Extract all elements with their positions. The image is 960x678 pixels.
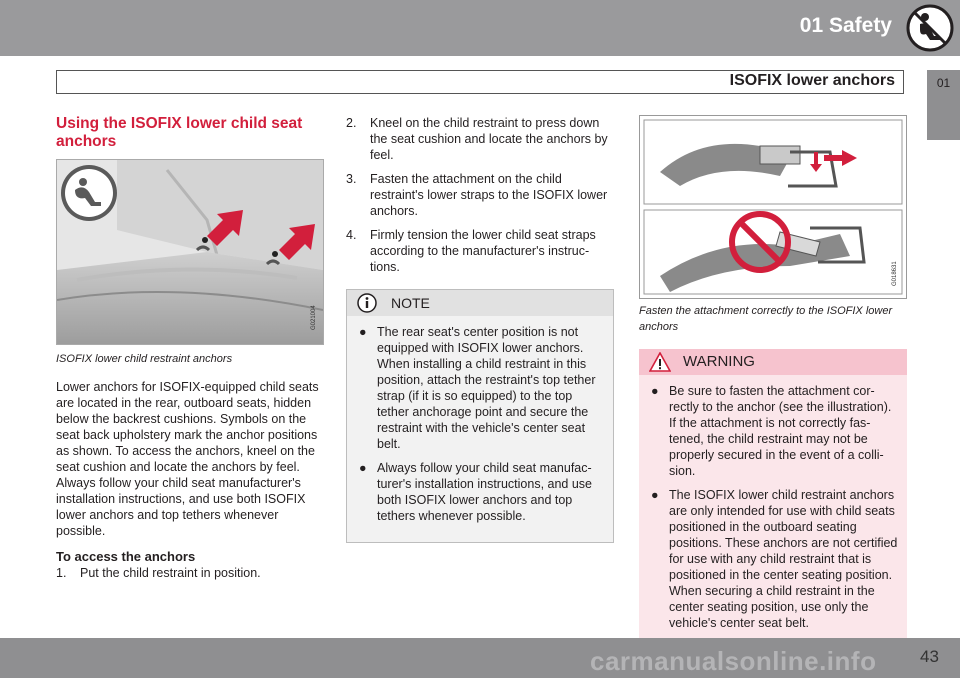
bullet: ● [359, 325, 367, 339]
list-item [346, 115, 614, 163]
step-text: Fasten the attachment on the child restraint's lower straps to the ISOFIX lower anchors. [370, 172, 608, 218]
step-number: 4. [346, 228, 357, 242]
list-item [56, 565, 324, 581]
bullet: ● [651, 488, 659, 502]
warning-header [639, 349, 907, 375]
no-airbag-child-icon [906, 4, 954, 52]
section-heading: Using the ISOFIX lower child seat anchors [56, 115, 303, 150]
warning-text: The ISOFIX lower child restraint anchors are only intended for use with child seats positioned in the outboard seating positions. These anchors are not certified for use with any child restraint that is positioned in the center seating position. When securing a child restraint in the center seating position, use only the vehicle's center seat belt. [669, 488, 898, 630]
step-text: Kneel on the child restraint to press down the seat cushion and locate the anchors by feel. [370, 116, 608, 162]
photo-caption: ISOFIX lower child restraint anchors [56, 353, 233, 365]
note-text: Always follow your child seat manufac-turer's installation instructions, and use both ISOFIX lower anchors and top tethers whenever possible. [377, 461, 592, 523]
warning-box [639, 349, 907, 649]
subheading: To access the anchors [56, 549, 196, 564]
section-bar [56, 70, 904, 94]
seat-anchor-illustration [57, 160, 323, 344]
column-2 [346, 115, 614, 543]
list-item [639, 487, 899, 631]
steps-list-2 [346, 115, 614, 275]
section-title: ISOFIX lower anchors [729, 72, 895, 89]
note-label: NOTE [391, 295, 430, 311]
note-box [346, 289, 614, 543]
list-item [346, 171, 614, 219]
step-text: Firmly tension the lower child seat straps according to the manufacturer's instruc-tions. [370, 228, 596, 274]
bullet: ● [359, 461, 367, 475]
warning-text: Be sure to fasten the attachment cor-rectly to the anchor (see the illustration). If the attachment is not correctly fas-tened, the child restraint may not be properly secured in the event of a colli-sion. [669, 384, 892, 478]
side-tab-label: 01 [936, 76, 951, 90]
note-list [347, 324, 613, 524]
note-text: The rear seat's center position is not equipped with ISOFIX lower anchors. When installing a child restraint in this position, attach the restraint's top tether strap (if it is so equipped) to the top tether anchorage point and secure the restraint with the vehicle's center seat belt. [377, 325, 596, 451]
step-number: 3. [346, 172, 357, 186]
illustration-code: G018631 [892, 261, 898, 286]
step-number: 1. [56, 566, 67, 580]
warning-label: WARNING [683, 353, 755, 370]
illustration-caption: Fasten the attachment correctly to the ISOFIX lower anchors [639, 305, 893, 333]
list-item [639, 383, 899, 479]
info-icon [357, 293, 377, 313]
attachment-diagram [640, 116, 906, 298]
warning-list [639, 383, 907, 631]
anchor-attachment-illustration [639, 115, 907, 299]
bullet: ● [651, 384, 659, 398]
list-item [346, 227, 614, 275]
steps-list-1 [56, 565, 324, 581]
column-1 [56, 115, 324, 589]
chapter-side-tab [927, 70, 960, 140]
note-header [347, 290, 613, 316]
page-number: 43 [920, 647, 939, 666]
photo-code: G021004 [311, 305, 317, 330]
step-text: Put the child restraint in position. [80, 566, 261, 580]
list-item [347, 460, 605, 524]
step-number: 2. [346, 116, 357, 130]
seat-anchor-photo [56, 159, 324, 345]
chapter-title: 01 Safety [799, 14, 892, 37]
body-paragraph: Lower anchors for ISOFIX-equipped child seats are located in the rear, outboard seats, hidden below the backrest cushions. Symbols on the seat back upholstery mark the anchor positions as shown. To access the anchors, kneel on the seat cushion and locate the anchors by feel. Always follow your child seat manufacturer's installation instructions, and use both ISOFIX lower anchors and top tethers whenever possible. [56, 380, 319, 538]
column-3 [639, 115, 907, 649]
watermark: carmanualsonline.info [590, 646, 877, 676]
warning-icon [649, 352, 671, 372]
list-item [347, 324, 605, 452]
